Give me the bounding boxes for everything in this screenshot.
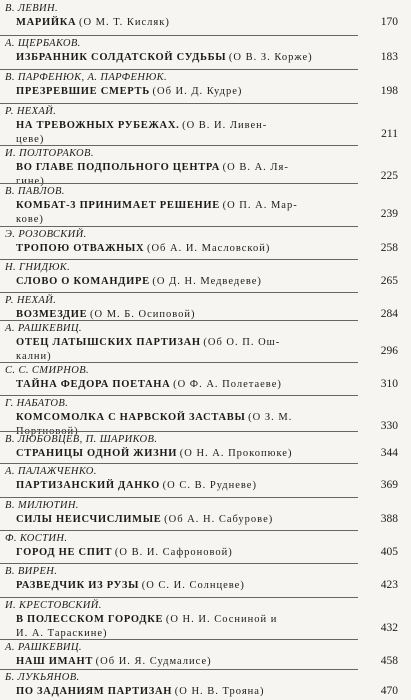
entry-page-number: 183 [380, 51, 398, 63]
entry-continuation: И. А. Тараскине) [16, 628, 108, 639]
entry-title-line [16, 162, 289, 173]
entry-author: И. КРЕСТОВСКИЙ. [5, 600, 102, 611]
entry-dedication: (О Н. И. Сосниной и [165, 614, 278, 625]
entry-dedication: (О С. И. Солнцеве) [141, 580, 245, 591]
entry-author: Р. НЕХАЙ. [5, 295, 57, 306]
entry-title-line [16, 52, 313, 63]
entry-page-number: 423 [380, 579, 398, 591]
entry-divider [0, 530, 358, 531]
entry-page-number: 198 [380, 85, 398, 97]
entry-page-number: 284 [380, 308, 398, 320]
entry-continuation: кални) [16, 351, 52, 362]
entry-dedication: (О В. И. Сафроновой) [114, 547, 233, 558]
entry-title-line [16, 412, 292, 423]
entry-page-number: 225 [380, 170, 398, 182]
entry-page-number: 258 [380, 242, 398, 254]
entry-title-line [16, 200, 298, 211]
entry-dedication: (О М. Т. Кисляк) [78, 17, 170, 28]
entry-title: ОТЕЦ ЛАТЫШСКИХ ПАРТИЗАН [16, 337, 201, 348]
entry-dedication: (О В. И. Ливен- [182, 120, 268, 131]
entry-page-number: 470 [380, 685, 398, 697]
entry-divider [0, 103, 358, 104]
entry-page-number: 265 [380, 275, 398, 287]
entry-title: ГОРОД НЕ СПИТ [16, 547, 113, 558]
entry-continuation: гине) [16, 176, 45, 187]
entry-dedication: (Об И. Я. Судмалисе) [95, 656, 212, 667]
entry-dedication: (О З. М. [248, 412, 293, 423]
entry-title-line [16, 514, 273, 525]
entry-page-number: 405 [380, 546, 398, 558]
entry-dedication: (О М. Б. Осиповой) [89, 309, 196, 320]
entry-title: ПАРТИЗАНСКИЙ ДАНКО [16, 480, 161, 491]
entry-author: А. РАШКЕВИЦ. [5, 642, 82, 653]
entry-dedication: (О Н. В. Трояна) [174, 686, 265, 697]
entry-title: ТРОПОЮ ОТВАЖНЫХ [16, 243, 145, 254]
entry-title-line [16, 120, 267, 131]
entry-divider [0, 226, 358, 227]
entry-title: ТАЙНА ФЕДОРА ПОЕТАНА [16, 379, 171, 390]
entry-continuation: Портновой) [16, 426, 79, 437]
entry-author: В. ЛЕВИН. [5, 3, 58, 14]
entry-dedication: (Об А. И. Масловской) [146, 243, 271, 254]
entry-title: ПО ЗАДАНИЯМ ПАРТИЗАН [16, 686, 173, 697]
entry-title: МАРИЙКА [16, 17, 77, 28]
entry-page-number: 239 [380, 208, 398, 220]
entry-dedication: (О С. В. Рудневе) [162, 480, 257, 491]
entry-title-line [16, 309, 196, 320]
entry-page-number: 344 [380, 447, 398, 459]
entry-page-number: 211 [381, 128, 398, 140]
entry-page-number: 458 [380, 655, 398, 667]
entry-title: НА ТРЕВОЖНЫХ РУБЕЖАХ. [16, 120, 180, 131]
entry-dedication: (О В. А. Ля- [222, 162, 289, 173]
entry-title: КОМБАТ-3 ПРИНИМАЕТ РЕШЕНИЕ [16, 200, 220, 211]
entry-author: Ф. КОСТИН. [5, 533, 68, 544]
entry-title-line [16, 686, 264, 697]
entry-title-line [16, 337, 280, 348]
entry-divider [0, 395, 358, 396]
entry-dedication: (О Ф. А. Полетаеве) [173, 379, 282, 390]
entry-divider [0, 145, 358, 146]
entry-author: Г. НАБАТОВ. [5, 398, 69, 409]
entry-author: А. ЩЕРБАКОВ. [5, 38, 81, 49]
entry-title: В ПОЛЕССКОМ ГОРОДКЕ [16, 614, 164, 625]
entry-title: СТРАНИЦЫ ОДНОЙ ЖИЗНИ [16, 448, 178, 459]
entry-author: А. РАШКЕВИЦ. [5, 323, 82, 334]
entry-continuation: кове) [16, 214, 44, 225]
entry-divider [0, 69, 358, 70]
entry-title-line [16, 480, 257, 491]
entry-author: Б. ЛУКЬЯНОВ. [5, 672, 80, 683]
entry-page-number: 296 [380, 345, 398, 357]
entry-title-line [16, 86, 242, 97]
entry-continuation: цеве) [16, 134, 45, 145]
entry-divider [0, 669, 358, 670]
entry-author: В. ВИРЕН. [5, 566, 58, 577]
entry-title: ИЗБРАННИК СОЛДАТСКОЙ СУДЬБЫ [16, 52, 227, 63]
entry-dedication: (Об О. П. Ош- [203, 337, 281, 348]
entry-title: СИЛЫ НЕИСЧИСЛИМЫЕ [16, 514, 162, 525]
entry-divider [0, 497, 358, 498]
entry-divider [0, 597, 358, 598]
entry-page-number: 330 [380, 420, 398, 432]
entry-title: ВОЗМЕЗДИЕ [16, 309, 88, 320]
entry-divider [0, 362, 358, 363]
entry-page-number: 388 [380, 513, 398, 525]
entry-divider [0, 431, 358, 432]
entry-title-line [16, 547, 233, 558]
entry-title-line [16, 614, 277, 625]
entry-author: В. МИЛЮТИН. [5, 500, 79, 511]
entry-title-line [16, 656, 212, 667]
entry-title-line [16, 448, 292, 459]
entry-author: В. ЛЮБОВЦЕВ, П. ШАРИКОВ. [5, 434, 158, 445]
entry-divider [0, 320, 358, 321]
entry-author: В. ПАРФЕНЮК, А. ПАРФЕНЮК. [5, 72, 167, 83]
entry-title-line [16, 580, 245, 591]
entry-title: ВО ГЛАВЕ ПОДПОЛЬНОГО ЦЕНТРА [16, 162, 220, 173]
entry-dedication: (О П. А. Мар- [222, 200, 298, 211]
entry-title: НАШ ИМАНТ [16, 656, 94, 667]
entry-dedication: (Об А. Н. Сабурове) [164, 514, 274, 525]
entry-title: РАЗВЕДЧИК ИЗ РУЗЫ [16, 580, 140, 591]
entry-author: Р. НЕХАЙ. [5, 106, 57, 117]
entry-author: С. С. СМИРНОВ. [5, 365, 90, 376]
entry-divider [0, 292, 358, 293]
entry-divider [0, 563, 358, 564]
entry-dedication: (О Д. Н. Медведеве) [152, 276, 262, 287]
entry-title: КОМСОМОЛКА С НАРВСКОЙ ЗАСТАВЫ [16, 412, 246, 423]
entry-divider [0, 183, 358, 184]
entry-page-number: 432 [380, 622, 398, 634]
entry-title-line [16, 243, 270, 254]
entry-author: В. ПАВЛОВ. [5, 186, 65, 197]
entry-author: Н. ГНИДЮК. [5, 262, 71, 273]
entry-dedication: (Об И. Д. Кудре) [152, 86, 243, 97]
entry-title-line [16, 276, 262, 287]
entry-author: Э. РОЗОВСКИЙ. [5, 229, 87, 240]
entry-page-number: 170 [380, 16, 398, 28]
entry-title: СЛОВО О КОМАНДИРЕ [16, 276, 150, 287]
entry-author: И. ПОЛТОРАКОВ. [5, 148, 94, 159]
entry-divider [0, 639, 358, 640]
entry-page-number: 369 [380, 479, 398, 491]
entry-author: А. ПАЛАЖЧЕНКО. [5, 466, 97, 477]
entry-dedication: (О В. З. Корже) [228, 52, 313, 63]
entry-divider [0, 259, 358, 260]
entry-title: ПРЕЗРЕВШИЕ СМЕРТЬ [16, 86, 150, 97]
entry-divider [0, 463, 358, 464]
entry-title-line [16, 379, 282, 390]
entry-page-number: 310 [380, 378, 398, 390]
entry-dedication: (О Н. А. Прокопюке) [179, 448, 293, 459]
entry-divider [0, 35, 358, 36]
entry-title-line [16, 17, 170, 28]
